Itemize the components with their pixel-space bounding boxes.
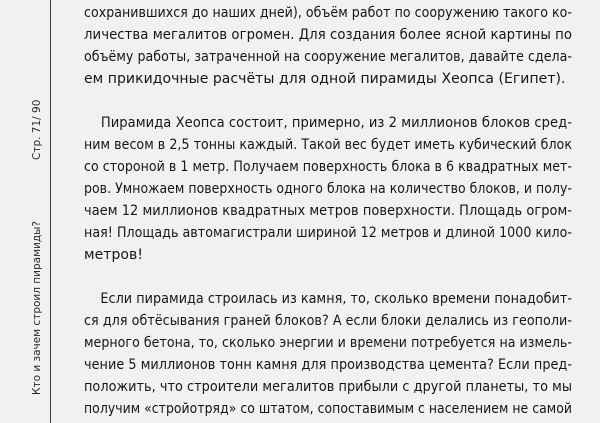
text-line: получим «стройотряд» со штатом, сопоставимым с населением не самой: [84, 401, 572, 417]
paragraph: [84, 112, 572, 266]
text-line: ним весом в 2,5 тонны каждый. Такой вес будет иметь кубический блок: [84, 137, 572, 153]
text-line: сохранившихся до наших дней), объём работ по сооружению такого ко-: [84, 5, 572, 21]
text-line: чение 5 миллионов тонн камня для производства цемента? Если пред-: [84, 357, 572, 373]
text-line: ем прикидочные расчёты для одной пирамиды Хеопса (Египет).: [84, 71, 566, 87]
text-line: со стороной в 1 метр. Получаем поверхность блока в 6 квадратных мет-: [84, 159, 572, 175]
page-margin: [0, 0, 62, 423]
text-line: ся для обтёсывания граней блоков? А если блоки делались из геополи-: [84, 313, 572, 329]
page-number: Стр. 71/ 90: [31, 99, 43, 160]
text-line: Пирамида Хеопса состоит, примерно, из 2 миллионов блоков сред-: [84, 115, 572, 131]
text-line: метров!: [84, 247, 143, 263]
text-line: чаем 12 миллионов квадратных метров поверхности. Площадь огром-: [84, 203, 572, 219]
text-line: ров. Умножаем поверхность одного блока на количество блоков, и полу-: [84, 181, 572, 197]
running-title: Кто и зачем строил пирамиды?: [31, 221, 43, 395]
text-line: Если пирамида строилась из камня, то, сколько времени понадобит-: [84, 291, 572, 307]
text-line: мерного бетона, то, сколько энергии и времени потребуется на измель-: [84, 335, 572, 351]
paragraph: [84, 288, 572, 420]
text-line: личества мегалитов огромен. Для создания более ясной картины по: [84, 27, 572, 43]
paragraph: [84, 2, 572, 90]
text-line: положить, что строители мегалитов прибыли с другой планеты, то мы: [84, 379, 572, 395]
body-text: [84, 2, 572, 420]
text-line: ная! Площадь автомагистрали шириной 12 метров и длиной 1000 кило-: [84, 225, 572, 241]
margin-divider: [50, 0, 51, 423]
text-line: объёму работы, затраченной на сооружение мегалитов, давайте сдела-: [84, 49, 572, 65]
